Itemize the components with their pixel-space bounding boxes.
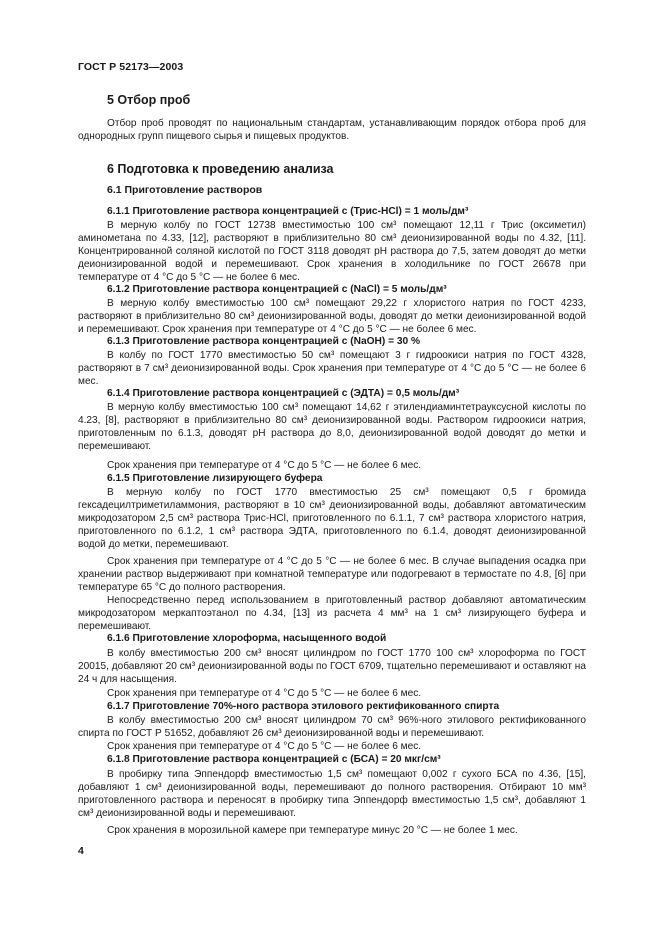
heading-6-1-1: 6.1.1 Приготовление раствора концентрацией c (Трис-HCl) = 1 моль/дм³: [107, 206, 469, 217]
page-number: 4: [78, 845, 84, 857]
section-5-text: Отбор проб проводят по национальным стандартам, устанавливающим порядок отбора проб для однородных групп пищевого сырья и пищевых продуктов.: [78, 118, 586, 143]
heading-6-1-6: 6.1.6 Приготовление хлороформа, насыщенного водой: [107, 633, 387, 644]
heading-6-1-4: 6.1.4 Приготовление раствора концентрацией c (ЭДТА) = 0,5 моль/дм³: [107, 388, 460, 399]
document-header: ГОСТ Р 52173—2003: [78, 61, 184, 73]
heading-6-1-8: 6.1.8 Приготовление раствора концентрацией c (БСА) = 20 мкг/см³: [107, 754, 441, 765]
heading-6-1-5: 6.1.5 Приготовление лизирующего буфера: [107, 473, 323, 484]
paragraph-6-1-6a: В колбу вместимостью 200 см³ вносят цилиндром по ГОСТ 1770 100 см³ хлороформа по ГОСТ 20015, добавляют 20 см³ деионизированной воды по ГОСТ 6709, тщательно перемешивают и оставляют на 24 ч для насыщения.: [78, 648, 586, 686]
paragraph-6-1-5b: Срок хранения при температуре от 4 °С до 5 °С — не более 6 мес. В случае выпадения осадка при хранении раствор выдерживают при комнатной температуре или подогревают в термостате по 4.8, [6] при температуре 65 °С до полного растворения.: [78, 556, 586, 594]
paragraph-6-1-7a: В колбу вместимостью 200 см³ вносят цилиндром 70 см³ 96%-ного этилового ректификованного спирта по ГОСТ Р 51652, добавляют 26 см³ деионизированной воды и перемешивают.: [78, 715, 586, 740]
paragraph-6-1-4b: Срок хранения при температуре от 4 °С до 5 °С — не более 6 мес.: [107, 460, 422, 471]
paragraph-6-1-7b: Срок хранения при температуре от 4 °С до 5 °С — не более 6 мес.: [107, 741, 422, 752]
section-5-title: 5 Отбор проб: [107, 93, 191, 107]
heading-6-1-2: 6.1.2 Приготовление раствора концентрацией c (NaCl) = 5 моль/дм³: [107, 284, 447, 295]
heading-6-1-7: 6.1.7 Приготовление 70%-ного раствора этилового ректификованного спирта: [107, 701, 500, 712]
paragraph-6-1-1: В мерную колбу по ГОСТ 12738 вместимостью 100 см³ помещают 12,11 г Трис (оксиметил) аминометана по 4.33, [12], растворяют в приблизительно 80 см³ деионизированной воды по 4.32, [11]. Концентрированной соляной кислотой по ГОСТ 3118 доводят pH раствора до 7,5, затем доводят до метки деионизированной водой и перемешивают. Срок хранения в холодильнике по ГОСТ 26678 при температуре от 4 °С до 5 °С — не более 6 мес.: [78, 220, 586, 284]
subsection-6-1-title: 6.1 Приготовление растворов: [107, 184, 263, 196]
paragraph-6-1-8b: Срок хранения в морозильной камере при температуре минус 20 °С — не более 1 мес.: [107, 825, 518, 836]
paragraph-6-1-2: В мерную колбу вместимостью 100 см³ помещают 29,22 г хлористого натрия по ГОСТ 4233, растворяют в приблизительно 80 см³ деионизированной воды, доводят до метки деионизированной водой и перемешивают. Срок хранения при температуре от 4 °С до 5 °С — не более 6 мес.: [78, 298, 586, 336]
paragraph-6-1-5c: Непосредственно перед использованием в приготовленный раствор добавляют автоматическим микродозатором меркаптоэтанол по 4.34, [13] из расчета 4 мм³ на 1 см³ лизирующего буфера и перемешивают.: [78, 595, 586, 633]
section-6-title: 6 Подготовка к проведению анализа: [107, 162, 334, 176]
paragraph-6-1-4a: В мерную колбу вместимостью 100 см³ помещают 14,62 г этилендиаминтетрауксусной кислоты по 4.23, [8], растворяют в приблизительно 80 см³ деионизированной воды. Раствором гидроокиси натрия, приготовленным по 6.1.3, доводят pH раствора до 8,0, деионизированной водой доводят до метки и перемешивают.: [78, 402, 586, 453]
paragraph-6-1-3: В колбу по ГОСТ 1770 вместимостью 50 см³ помещают 3 г гидроокиси натрия по ГОСТ 4328, растворяют в 7 см³ деионизированной воды. Срок хранения при температуре от 4 °С до 5 °С — не более 6 мес.: [78, 350, 586, 388]
paragraph-6-1-8a: В пробирку типа Эппендорф вместимостью 1,5 см³ помещают 0,002 г сухого БСА по 4.36, [15], добавляют 1 см³ деионизированной воды, перемешивают до полного растворения. Отбирают 10 мм³ приготовленного раствора и переносят в пробирку типа Эппендорф вместимостью 1,5 см³, добавляют 1 см³ деионизированной воды и перемешивают.: [78, 769, 586, 820]
heading-6-1-3: 6.1.3 Приготовление раствора концентрацией c (NaOH) = 30 %: [107, 336, 421, 347]
paragraph-6-1-5a: В мерную колбу по ГОСТ 1770 вместимостью 25 см³ помещают 0,5 г бромида гексадецилтриметиламмония, растворяют в 10 см³ деионизированной воды, добавляют автоматическим микродозатором 2,5 см³ раствора Трис-HCl, приготовленного по 6.1.1, 7 см³ раствора хлористого натрия, приготовленного по 6.1.2, 1 см³ раствора ЭДТА, приготовленного по 6.1.4, доводят деионизированной водой до метки, перемешивают.: [78, 487, 586, 551]
paragraph-6-1-6b: Срок хранения при температуре от 4 °С до 5 °С — не более 6 мес.: [107, 688, 422, 699]
